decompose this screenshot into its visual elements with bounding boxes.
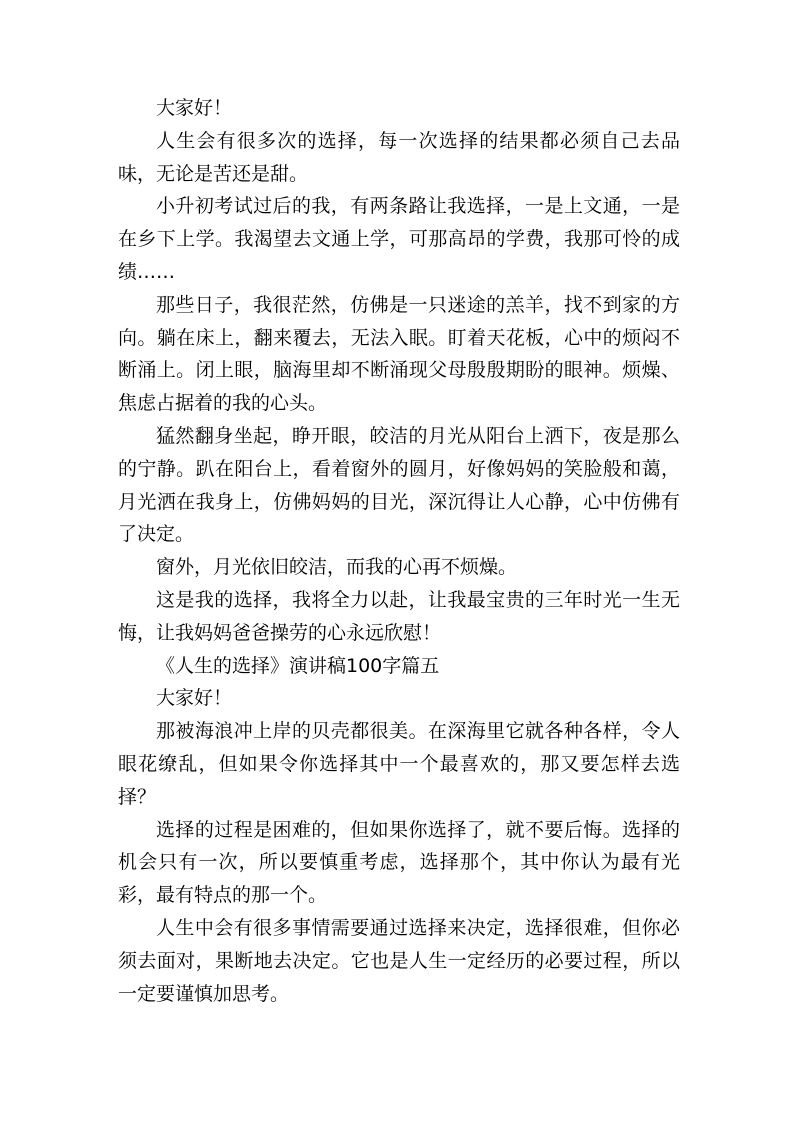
paragraph-greeting: 大家好！ <box>156 97 233 119</box>
paragraph: 这是我的选择，我将全力以赴，让我最宝贵的三年时光一生无悔，让我妈妈爸爸操劳的心永远欣慰！ <box>118 588 680 644</box>
paragraph: 人生中会有很多事情需要通过选择来决定，选择很难，但你必须去面对，果断地去决定。它也是人生一定经历的必要过程，所以一定要谨慎加思考。 <box>118 916 680 1005</box>
paragraph: 猛然翻身坐起，睁开眼，皎洁的月光从阳台上洒下，夜是那么的宁静。趴在阳台上，看着窗外的圆月，好像妈妈的笑脸般和蔼，月光洒在我身上，仿佛妈妈的目光，深沉得让人心静，心中仿佛有了决定。 <box>118 424 680 546</box>
paragraph: 那些日子，我很茫然，仿佛是一只迷途的羔羊，找不到家的方向。躺在床上，翻来覆去，无法入眠。盯着天花板，心中的烦闷不断涌上。闭上眼，脑海里却不断涌现父母殷殷期盼的眼神。烦燥、焦虑占据着的我的心头。 <box>118 293 680 415</box>
paragraph-greeting: 大家好！ <box>156 687 233 710</box>
document-body <box>118 92 680 1010</box>
paragraph: 小升初考试过后的我，有两条路让我选择，一是上文通，一是在乡下上学。我渴望去文通上学，可那高昂的学费，我那可怜的成绩…… <box>118 195 680 283</box>
section-title: 《人生的选择》演讲稿100字篇五 <box>156 654 440 677</box>
paragraph: 人生会有很多次的选择，每一次选择的结果都必须自己去品味，无论是苦还是甜。 <box>118 129 680 185</box>
paragraph: 选择的过程是困难的，但如果你选择了，就不要后悔。选择的机会只有一次，所以要慎重考虑，选择那个，其中你认为最有光彩，最有特点的那一个。 <box>118 818 680 907</box>
paragraph: 那被海浪冲上岸的贝壳都很美。在深海里它就各种各样，令人眼花缭乱，但如果令你选择其中一个最喜欢的，那又要怎样去选择？ <box>118 720 680 808</box>
paragraph: 窗外，月光依旧皎洁，而我的心再不烦燥。 <box>156 556 518 579</box>
